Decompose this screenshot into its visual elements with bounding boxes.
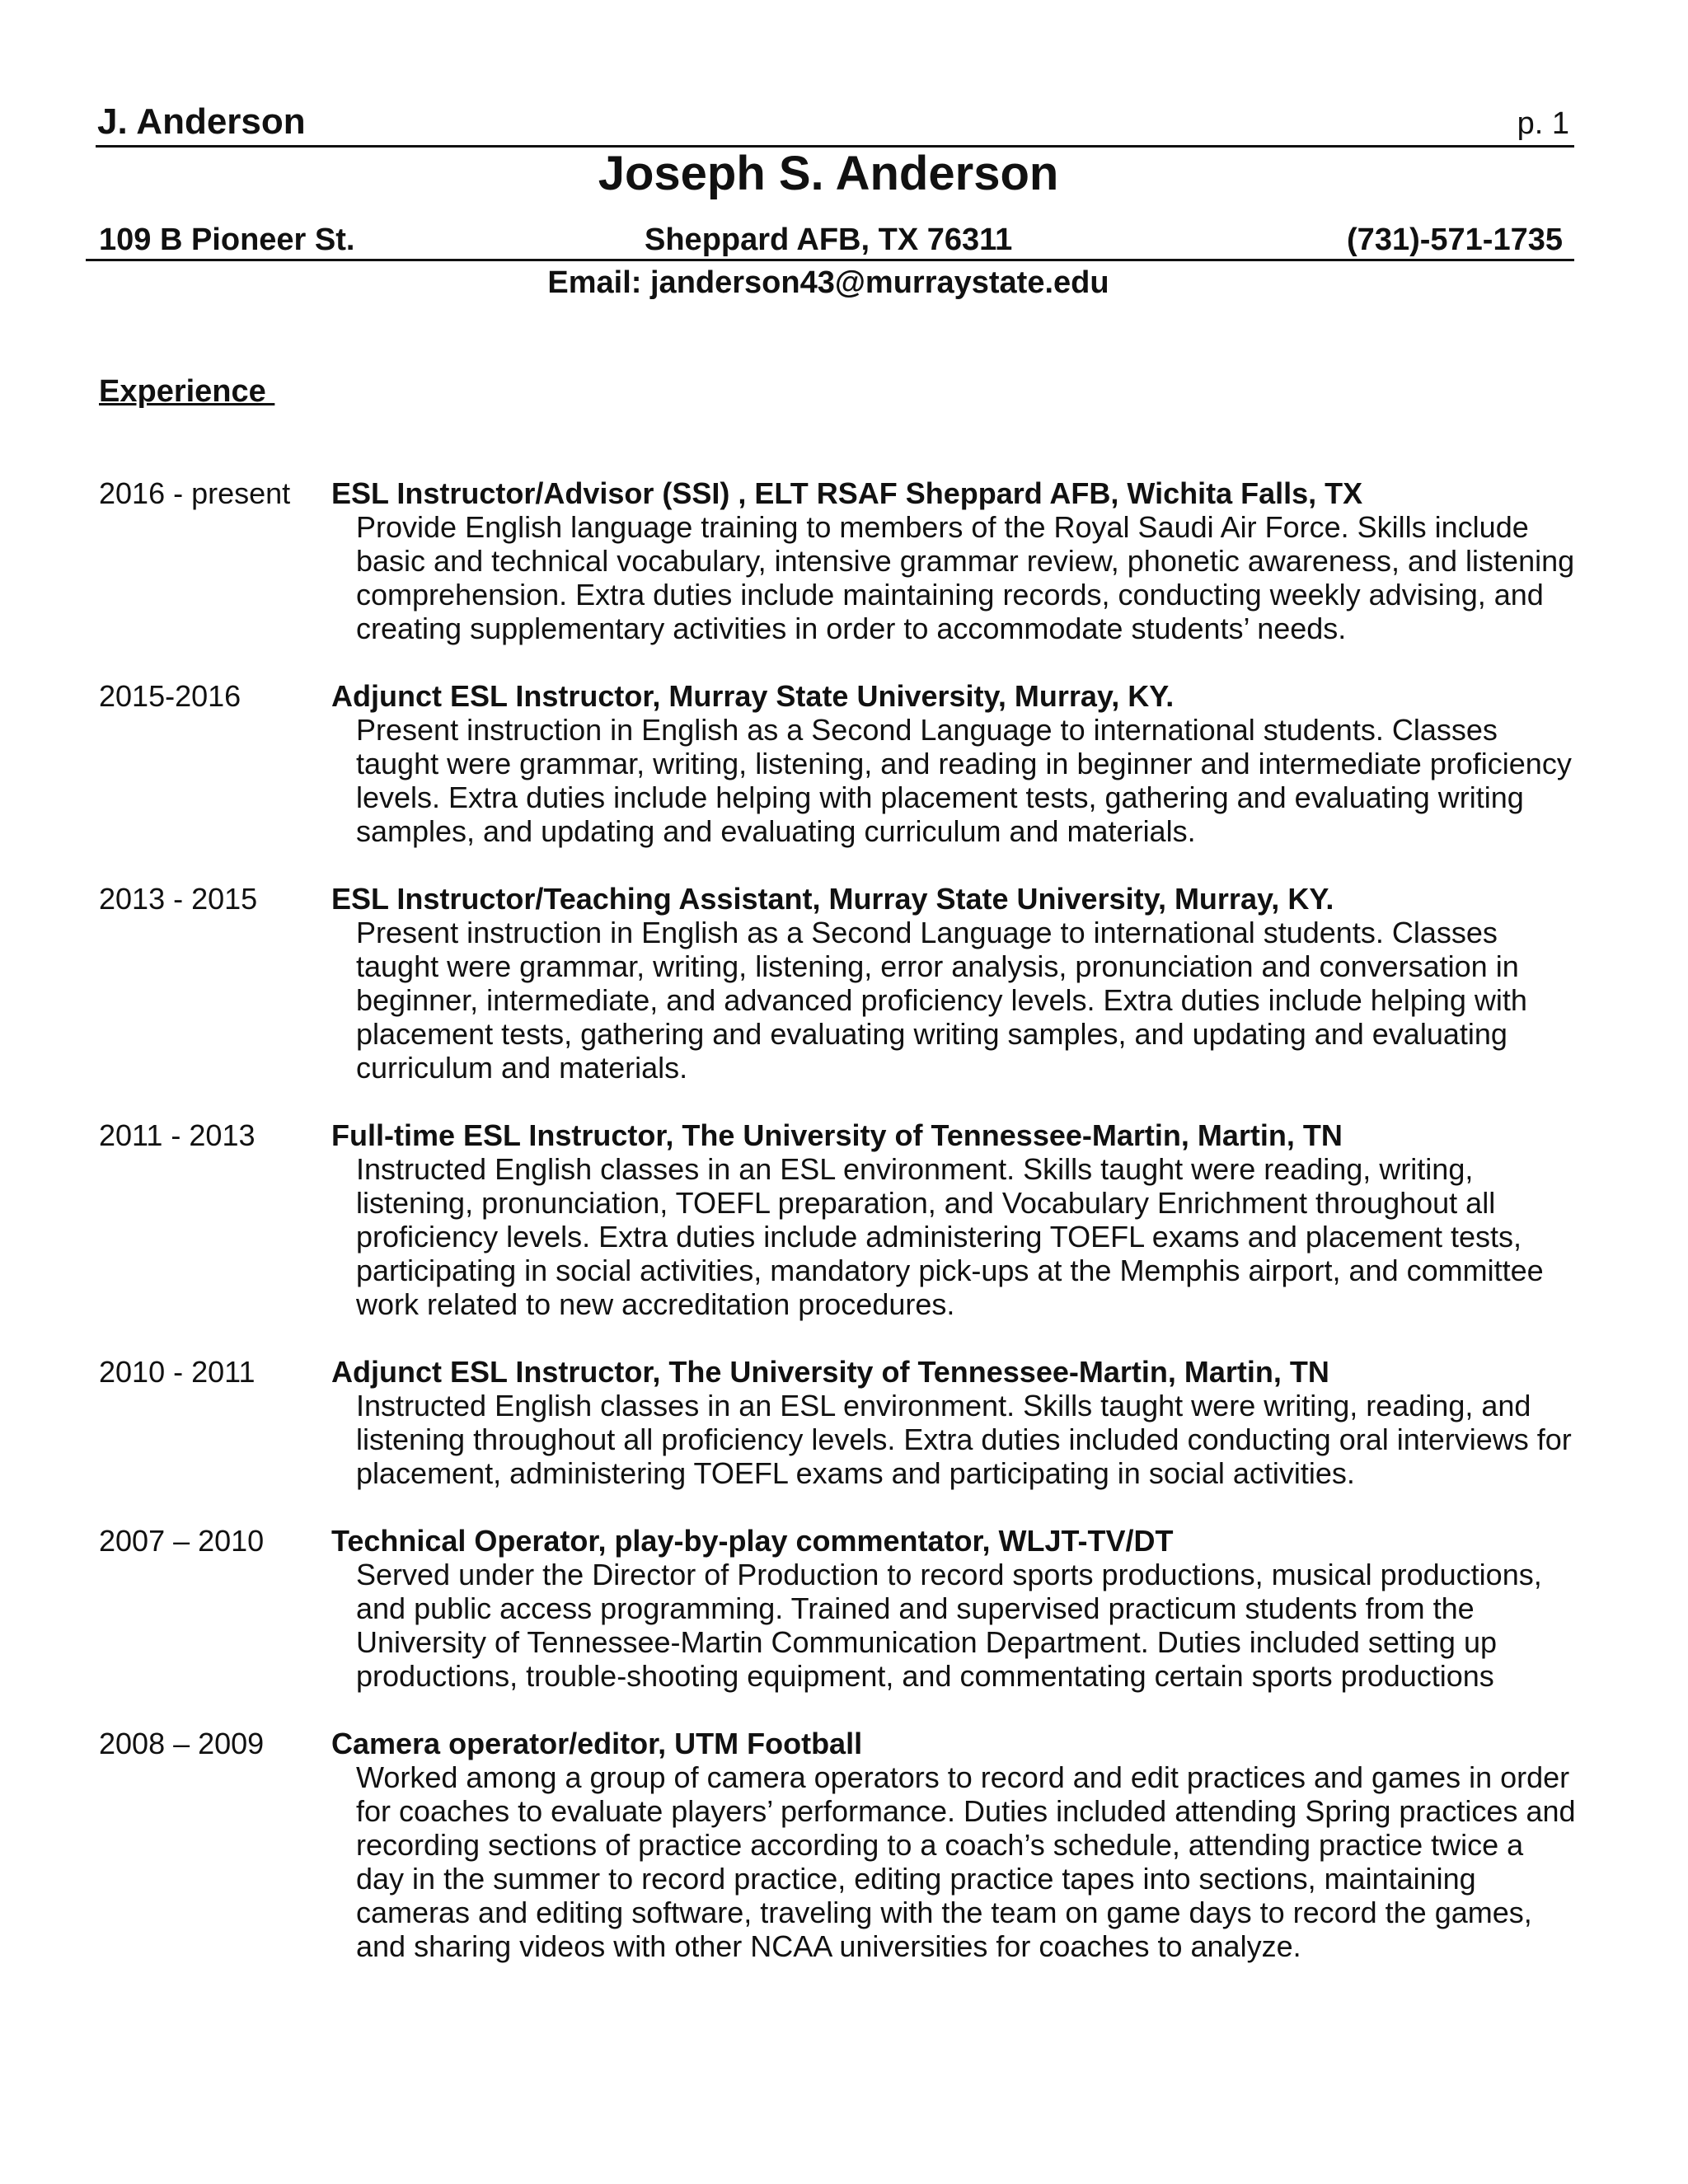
entry-dates: 2011 - 2013 (99, 1118, 256, 1152)
running-header (96, 99, 1574, 148)
entry-dates: 2016 - present (99, 476, 291, 510)
header-short-name: J. Anderson (97, 101, 306, 142)
page-number: p. 1 (1517, 106, 1569, 141)
experience-entry (0, 1727, 1688, 1963)
entry-dates: 2013 - 2015 (99, 882, 258, 916)
entry-title: Adjunct ESL Instructor, Murray State University, Murray, KY. (331, 679, 1175, 713)
contact-phone: (731)-571-1735 (1347, 223, 1563, 257)
full-name-title: Joseph S. Anderson (598, 147, 1059, 200)
contact-street: 109 B Pioneer St. (99, 223, 355, 257)
experience-heading: Experience (99, 374, 275, 409)
entry-description: Provide English language training to members of the Royal Saudi Air Force. Skills include basic and technical vocabulary, intensive grammar review, phonetic awareness, and listening comprehension. Extra duties include maintaining records, conducting weekly advising, and creating supplementary activities in order to accommodate students’ needs. (356, 510, 1575, 645)
entry-dates: 2008 – 2009 (99, 1727, 265, 1760)
entry-description: Present instruction in English as a Second Language to international students. Classes taught were grammar, writing, listening, error analysis, pronunciation and conversation in beginner, intermediate, and advanced proficiency levels. Extra duties include helping with placement tests, gathering and evaluating writing samples, and updating and evaluating curriculum and materials. (356, 916, 1527, 1085)
entry-dates: 2015-2016 (99, 679, 241, 713)
entry-title: Adjunct ESL Instructor, The University of Tennessee-Martin, Martin, TN (331, 1355, 1329, 1389)
entry-description: Instructed English classes in an ESL environment. Skills taught were reading, writing, listening, pronunciation, TOEFL preparation, and Vocabulary Enrichment throughout all proficiency levels. Extra duties include administering TOEFL exams and placement tests, participating in social activities, mandatory pick-ups at the Memphis airport, and committee work related to new accreditation procedures. (356, 1152, 1544, 1321)
entry-dates: 2007 – 2010 (99, 1524, 265, 1558)
experience-entry (0, 1355, 1688, 1490)
experience-entry (0, 1524, 1688, 1693)
experience-entry (0, 1118, 1688, 1321)
entry-description: Instructed English classes in an ESL environment. Skills taught were writing, reading, and listening throughout all proficiency levels. Extra duties included conducting oral interviews for placement, administering TOEFL exams and participating in social activities. (356, 1389, 1572, 1490)
contact-city: Sheppard AFB, TX 76311 (645, 223, 1013, 257)
experience-entry (0, 476, 1688, 645)
entry-description: Worked among a group of camera operators to record and edit practices and games in order for coaches to evaluate players’ performance. Duties included attending Spring practices and recording sections of practice according to a coach’s schedule, attending practice twice a day in the summer to record practice, editing practice tapes into sections, maintaining cameras and editing software, traveling with the team on game days to record the games, and sharing videos with other NCAA universities for coaches to analyze. (356, 1760, 1576, 1963)
entry-title: Camera operator/editor, UTM Football (331, 1727, 863, 1760)
experience-entry (0, 882, 1688, 1085)
experience-entry (0, 679, 1688, 848)
contact-email: Email: janderson43@murraystate.edu (547, 265, 1109, 300)
entry-description: Present instruction in English as a Second Language to international students. Classes taught were grammar, writing, listening, and reading in beginner and intermediate proficiency levels. Extra duties include helping with placement tests, gathering and evaluating writing samples, and updating and evaluating curriculum and materials. (356, 713, 1572, 848)
experience-list (0, 476, 1688, 1997)
entry-title: ESL Instructor/Advisor (SSI) , ELT RSAF Sheppard AFB, Wichita Falls, TX (331, 476, 1363, 510)
entry-title: Full-time ESL Instructor, The University of Tennessee-Martin, Martin, TN (331, 1118, 1343, 1152)
entry-dates: 2010 - 2011 (99, 1355, 256, 1389)
entry-title: Technical Operator, play-by-play commentator, WLJT-TV/DT (331, 1524, 1174, 1558)
entry-title: ESL Instructor/Teaching Assistant, Murray State University, Murray, KY. (331, 882, 1334, 916)
entry-description: Served under the Director of Production to record sports productions, musical productions, and public access programming. Trained and supervised practicum students from the University of Tennessee-Martin Communication Department. Duties included setting up productions, trouble-shooting equipment, and commentating certain sports productions (356, 1558, 1542, 1693)
contact-row (86, 219, 1574, 261)
